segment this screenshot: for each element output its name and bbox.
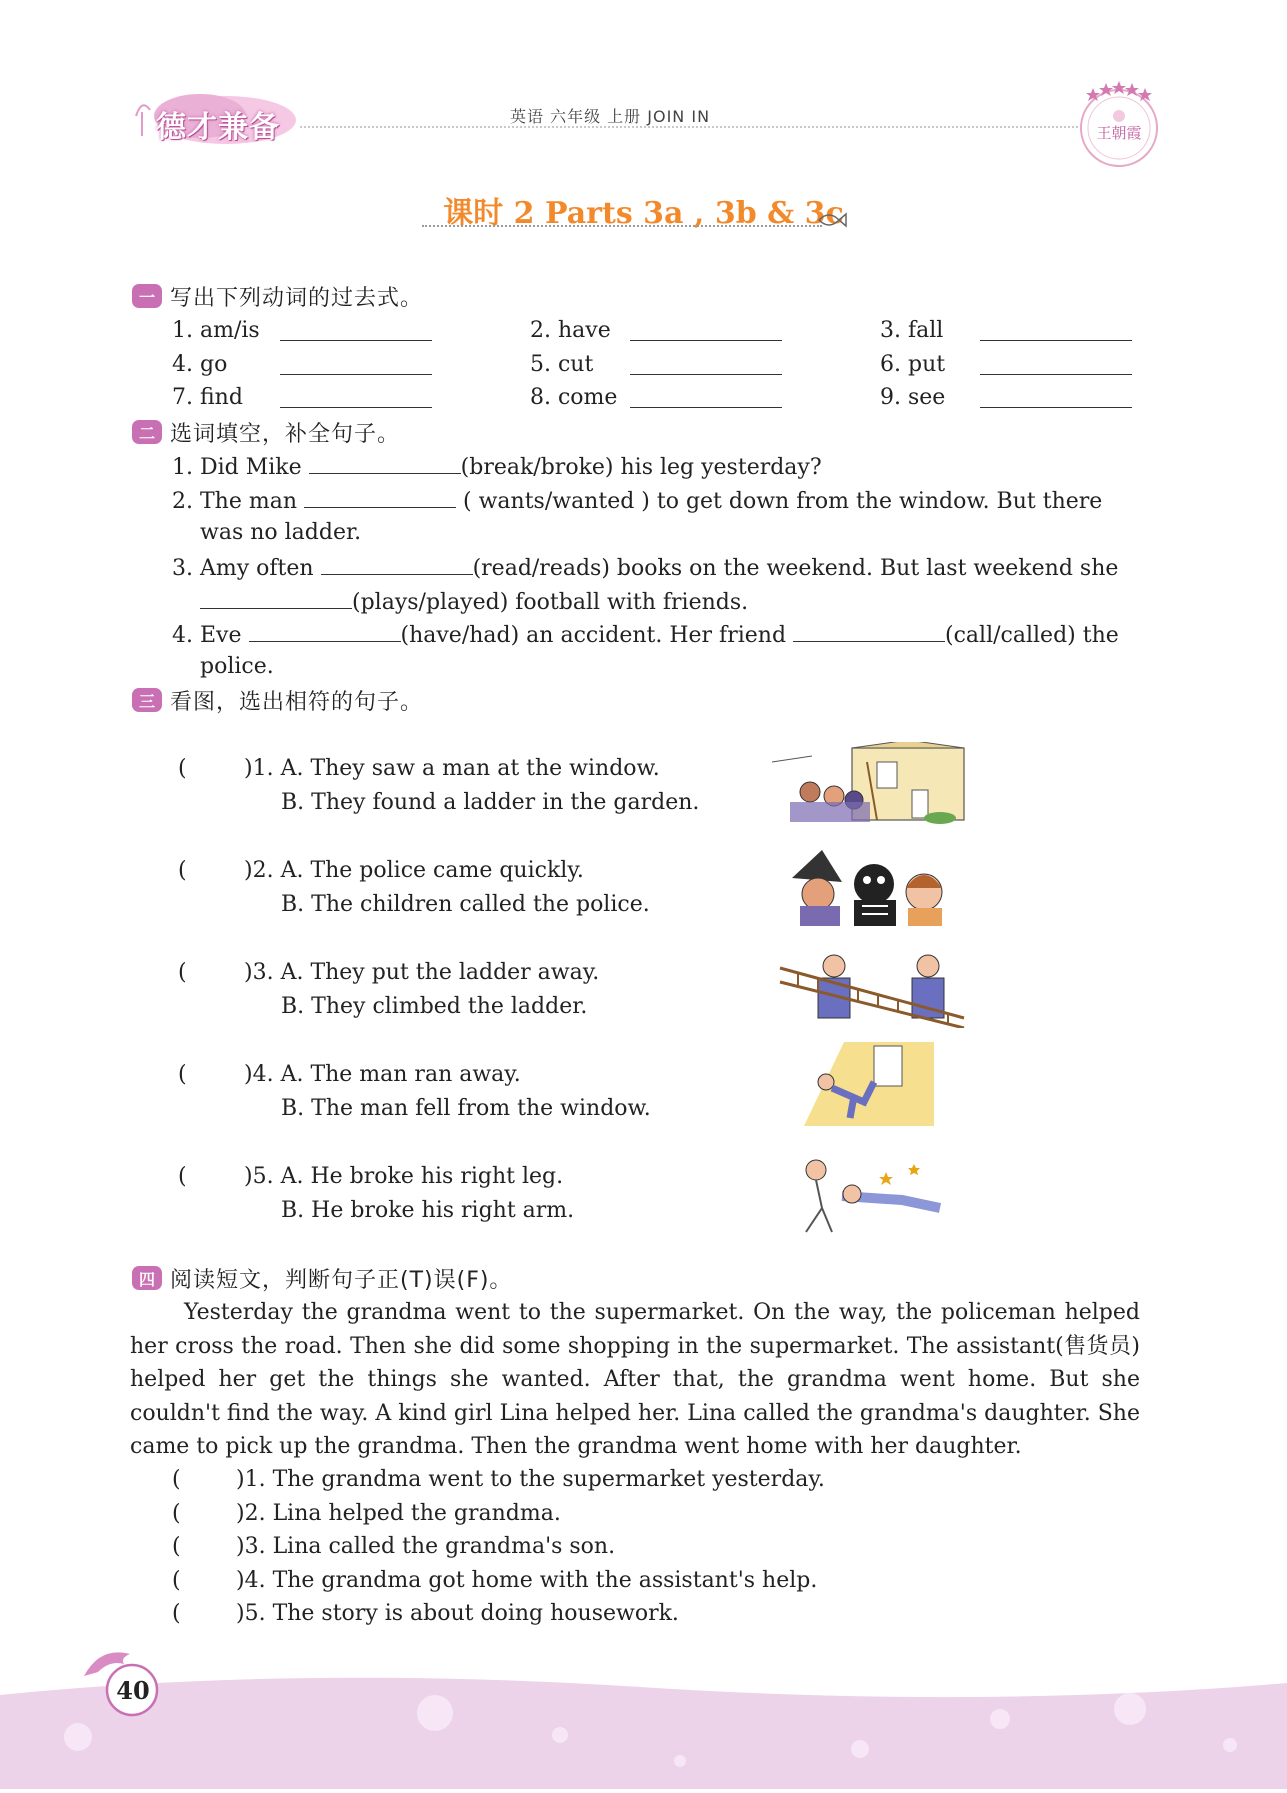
picture-man-falls: [804, 1042, 934, 1130]
fill-question-3: 3. Amy often (read/reads) books on the weekend. But last weekend she: [172, 550, 1118, 586]
reading-passage: Yesterday the grandma went to the supermarket. On the way, the policeman helped her cross the road. Then she did some shopping in the supermarket. The assistant(售货员) helped her get the things she wanted. After that, the grandma went home. But she couldn't find the way. A kind girl Lina helped her. Lina called the grandma's daughter. She came to pick up the grandma. Then the grandma went home with her daughter.: [130, 1300, 1140, 1459]
tf-item-4: )4. The grandma got home with the assistant's help.: [236, 1568, 818, 1593]
brand-text: 德才兼备: [156, 110, 280, 145]
choice-item-4-b: B. The man fell from the window.: [281, 1096, 651, 1121]
section3-header: [132, 686, 423, 714]
verb-item: 8. come: [530, 385, 618, 410]
section2-badge: 二: [132, 420, 162, 444]
answer-blank[interactable]: [321, 550, 473, 575]
answer-blank[interactable]: [280, 316, 432, 341]
section1-header: [132, 282, 423, 310]
choice-item-1-a: )1. A. They saw a man at the window.: [244, 756, 660, 781]
picture-man-at-window: [772, 742, 972, 828]
verb-item: 3. fall: [880, 318, 944, 343]
fish-icon: [817, 210, 847, 234]
section4-badge: 四: [132, 1266, 162, 1290]
verb-item: 4. go: [172, 352, 228, 377]
section4-header: [132, 1264, 512, 1292]
seal-text: 王朝霞: [1096, 124, 1142, 142]
lesson-title: 课时 2 Parts 3a , 3b & 3c: [443, 196, 844, 231]
answer-blank[interactable]: [280, 350, 432, 375]
answer-blank[interactable]: [980, 316, 1132, 341]
verb-item: 5. cut: [530, 352, 594, 377]
fill-question-2-cont: was no ladder.: [200, 520, 362, 545]
choice-item-3-a: )3. A. They put the ladder away.: [244, 960, 600, 985]
choice-item-5-b: B. He broke his right arm.: [281, 1198, 575, 1223]
seal-logo: [1073, 80, 1165, 172]
choice-paren[interactable]: (: [178, 858, 187, 883]
picture-broken-leg: [792, 1156, 952, 1240]
choice-item-4-a: )4. A. The man ran away.: [244, 1062, 521, 1087]
tf-paren[interactable]: (: [172, 1467, 181, 1492]
section1-instruction: 写出下列动词的过去式。: [170, 285, 424, 311]
section4-instruction: 阅读短文，判断句子正(T)误(F)。: [170, 1267, 513, 1293]
tf-item-5: )5. The story is about doing housework.: [236, 1601, 679, 1626]
header-subject: 英语 六年级 上册 JOIN IN: [510, 107, 711, 126]
choice-item-2-a: )2. A. The police came quickly.: [244, 858, 584, 883]
fill-question-2: 2. The man ( wants/wanted ) to get down from the window. But there: [172, 483, 1102, 519]
verb-item: 2. have: [530, 318, 611, 343]
answer-blank[interactable]: [280, 383, 432, 408]
tf-paren[interactable]: (: [172, 1568, 181, 1593]
verb-item: 6. put: [880, 352, 946, 377]
picture-children-costumes: [782, 848, 962, 932]
brand-logo: [128, 86, 298, 148]
title-underline: [422, 225, 822, 227]
answer-blank[interactable]: [630, 383, 782, 408]
tf-paren[interactable]: (: [172, 1501, 181, 1526]
choice-item-5-a: )5. A. He broke his right leg.: [244, 1164, 564, 1189]
tf-paren[interactable]: (: [172, 1534, 181, 1559]
page-number: 40: [98, 1662, 162, 1718]
choice-paren[interactable]: (: [178, 1062, 187, 1087]
answer-blank[interactable]: [980, 350, 1132, 375]
answer-blank[interactable]: [304, 483, 456, 508]
answer-blank[interactable]: [630, 350, 782, 375]
answer-blank[interactable]: [630, 316, 782, 341]
answer-blank[interactable]: [793, 617, 945, 642]
section3-instruction: 看图，选出相符的句子。: [170, 689, 424, 715]
answer-blank[interactable]: [249, 617, 401, 642]
choice-item-2-b: B. The children called the police.: [281, 892, 650, 917]
choice-paren[interactable]: (: [178, 1164, 187, 1189]
section2-instruction: 选词填空，补全句子。: [170, 421, 401, 447]
section1-badge: 一: [132, 284, 162, 308]
choice-paren[interactable]: (: [178, 960, 187, 985]
choice-item-1-b: B. They found a ladder in the garden.: [281, 790, 700, 815]
verb-item: 1. am/is: [172, 318, 260, 343]
verb-item: 7. find: [172, 385, 243, 410]
answer-blank[interactable]: [980, 383, 1132, 408]
tf-item-2: )2. Lina helped the grandma.: [236, 1501, 561, 1526]
fill-question-1: 1. Did Mike (break/broke) his leg yesterday?: [172, 449, 822, 485]
fill-question-3-cont: (plays/played) football with friends.: [200, 584, 748, 620]
fill-question-4-cont: police.: [200, 654, 274, 679]
choice-paren[interactable]: (: [178, 756, 187, 781]
picture-men-carry-ladder: [778, 948, 968, 1032]
choice-item-3-b: B. They climbed the ladder.: [281, 994, 588, 1019]
footer-wave: [0, 1665, 1287, 1789]
section2-header: [132, 418, 400, 446]
section3-badge: 三: [132, 688, 162, 712]
answer-blank[interactable]: [200, 584, 352, 609]
verb-item: 9. see: [880, 385, 946, 410]
fill-question-4: 4. Eve (have/had) an accident. Her friend (call/called) the: [172, 617, 1119, 653]
tf-item-3: )3. Lina called the grandma's son.: [236, 1534, 616, 1559]
tf-item-1: )1. The grandma went to the supermarket yesterday.: [236, 1467, 825, 1492]
tf-paren[interactable]: (: [172, 1601, 181, 1626]
answer-blank[interactable]: [309, 449, 461, 474]
